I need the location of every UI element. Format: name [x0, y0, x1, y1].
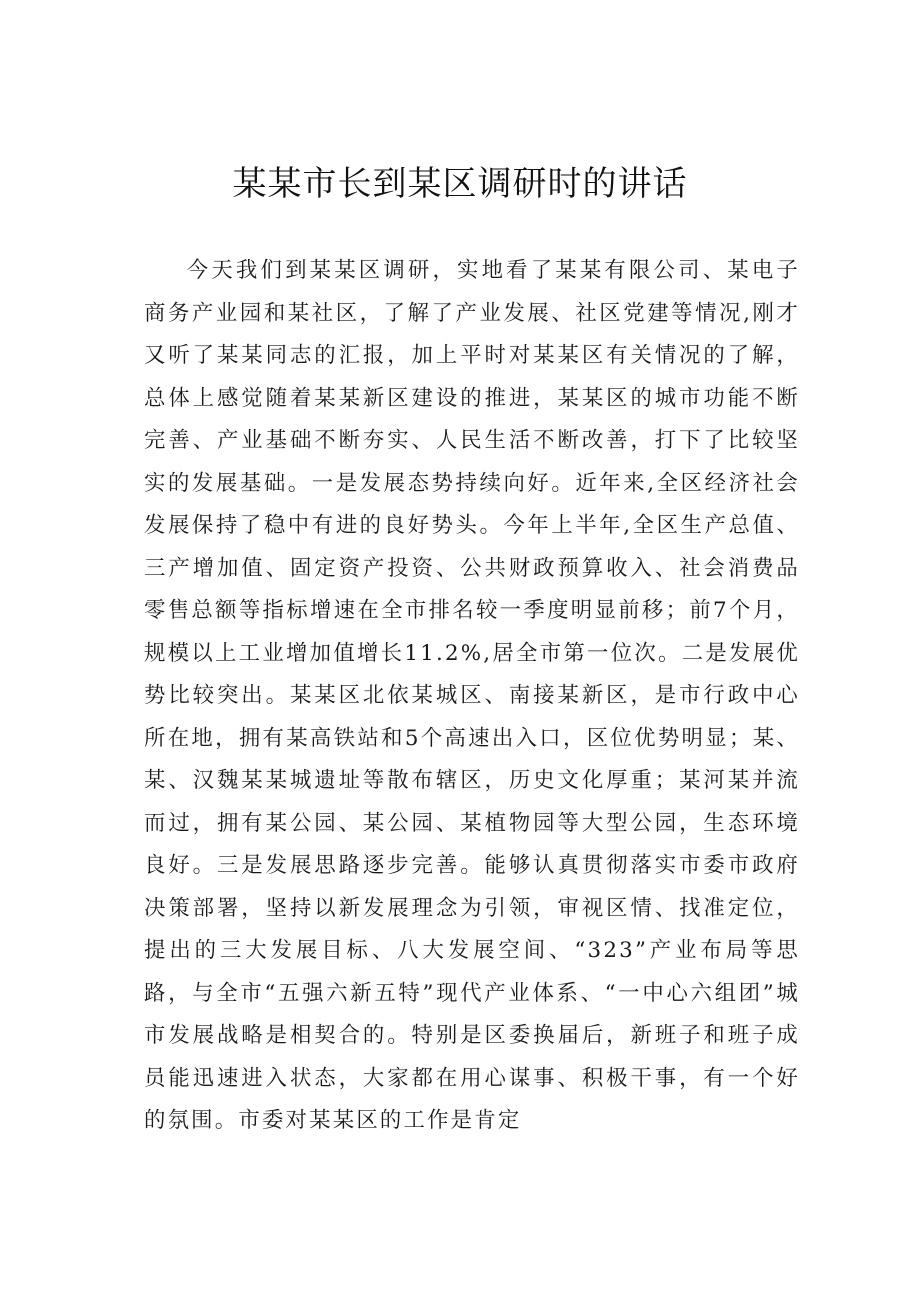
document-title: 某某市长到某区调研时的讲话: [232, 164, 688, 204]
body-paragraph: 今天我们到某某区调研，实地看了某某有限公司、某电子商务产业园和某社区，了解了产业发展、社区党建等情况,刚才又听了某某同志的汇报，加上平时对某某区有关情况的了解，总体上感觉随着某某新区建设的推进，某某区的城市功能不断完善、产业基础不断夯实、人民生活不断改善，打下了比较坚实的发展基础。一是发展态势持续向好。近年来,全区经济社会发展保持了稳中有进的良好势头。今年上半年,全区生产总值、三产增加值、固定资产投资、公共财政预算收入、社会消费品零售总额等指标增速在全市排名较一季度明显前移；前7个月，规模以上工业增加值增长11.2%,居全市第一位次。二是发展优势比较突出。某某区北依某城区、南接某新区，是市行政中心所在地，拥有某高铁站和5个高速出入口，区位优势明显；某、某、汉魏某某城遗址等散布辖区，历史文化厚重；某河某并流而过，拥有某公园、某公园、某植物园等大型公园，生态环境良好。三是发展思路逐步完善。能够认真贯彻落实市委市政府决策部署，坚持以新发展理念为引领，审视区情、找准定位，提出的三大发展目标、八大发展空间、“323”产业布局等思路，与全市“五强六新五特”现代产业体系、“一中心六组团”城市发展战略是相契合的。特别是区委换届后，新班子和班子成员能迅速进入状态，大家都在用心谋事、积极干事，有一个好的氛围。市委对某某区的工作是肯定: [144, 258, 800, 1133]
